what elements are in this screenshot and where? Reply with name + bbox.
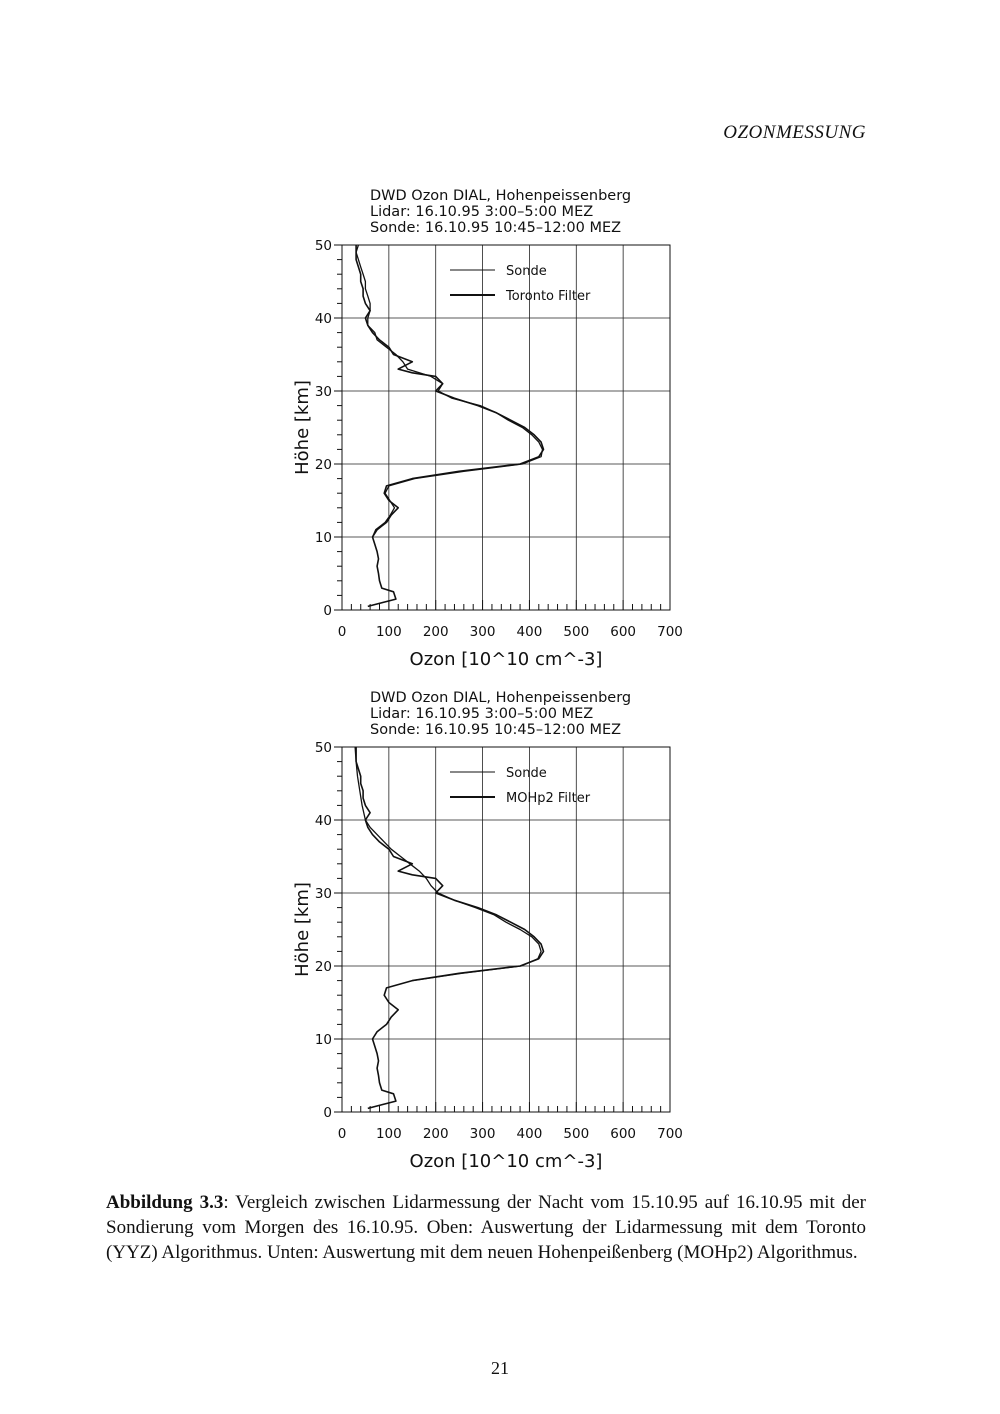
- figure-caption: [106, 1190, 866, 1265]
- x-tick-label: 700: [657, 624, 683, 640]
- x-tick-label: 200: [422, 624, 449, 640]
- x-tick-label: 600: [610, 1126, 637, 1142]
- y-tick-label: 40: [314, 311, 332, 327]
- legend-entry: Toronto Filter: [506, 289, 591, 304]
- y-axis-label: Höhe [km]: [292, 380, 313, 475]
- figure-toronto-ozone-profile: [270, 180, 710, 670]
- chart-title-line: DWD Ozon DIAL, Hohenpeissenberg: [370, 690, 632, 706]
- y-tick-label: 20: [314, 959, 332, 975]
- legend-entry: Sonde: [506, 264, 547, 279]
- chart-title-line: Sonde: 16.10.95 10:45–12:00 MEZ: [370, 722, 622, 738]
- x-tick-label: 500: [563, 624, 590, 640]
- x-tick-label: 600: [610, 624, 637, 640]
- page-number: 21: [491, 1358, 509, 1378]
- running-header: OZONMESSUNG: [723, 122, 866, 143]
- caption-text: : Vergleich zwischen Lidarmessung der Nacht vom 15.10.95 auf 16.10.95 mit der Sondierung vom Morgen des 16.10.95. Oben: Auswertung der Lidarmessung mit dem Toronto (YYZ) Algorithmus. Unten: Auswertung mit dem neuen Hohenpeißenberg (MOHp2) Algorithmus.: [106, 1192, 866, 1263]
- legend-entry: Sonde: [506, 766, 547, 781]
- x-tick-label: 500: [563, 1126, 590, 1142]
- x-axis-label: Ozon [10^10 cm^-3]: [409, 1151, 603, 1172]
- x-tick-label: 200: [422, 1126, 449, 1142]
- x-tick-label: 0: [337, 1126, 347, 1142]
- x-tick-label: 700: [657, 1126, 683, 1142]
- x-tick-label: 400: [516, 1126, 543, 1142]
- chart-title-line: DWD Ozon DIAL, Hohenpeissenberg: [370, 188, 632, 204]
- chart-title-line: Sonde: 16.10.95 10:45–12:00 MEZ: [370, 220, 622, 236]
- y-tick-label: 10: [314, 530, 332, 546]
- y-tick-label: 40: [314, 813, 332, 829]
- y-tick-label: 50: [314, 740, 332, 756]
- caption-label: Abbildung 3.3: [106, 1192, 224, 1213]
- y-tick-label: 30: [314, 886, 332, 902]
- y-tick-label: 0: [323, 1105, 332, 1121]
- x-tick-label: 300: [469, 1126, 496, 1142]
- x-tick-label: 0: [337, 624, 347, 640]
- x-tick-label: 300: [469, 624, 496, 640]
- y-tick-label: 20: [314, 457, 332, 473]
- chart-title-line: Lidar: 16.10.95 3:00–5:00 MEZ: [370, 706, 594, 722]
- y-axis-label: Höhe [km]: [292, 882, 313, 977]
- series-line-mohp2-filter: [355, 747, 541, 981]
- x-axis-label: Ozon [10^10 cm^-3]: [409, 649, 603, 670]
- y-tick-label: 0: [323, 603, 332, 619]
- x-tick-label: 100: [375, 1126, 402, 1142]
- x-tick-label: 400: [516, 624, 543, 640]
- figure-mohp2-ozone-profile: [270, 682, 710, 1172]
- x-tick-label: 100: [375, 624, 402, 640]
- y-tick-label: 10: [314, 1032, 332, 1048]
- legend-entry: MOHp2 Filter: [506, 791, 591, 806]
- y-tick-label: 30: [314, 384, 332, 400]
- chart-title-line: Lidar: 16.10.95 3:00–5:00 MEZ: [370, 204, 594, 220]
- y-tick-label: 50: [314, 238, 332, 254]
